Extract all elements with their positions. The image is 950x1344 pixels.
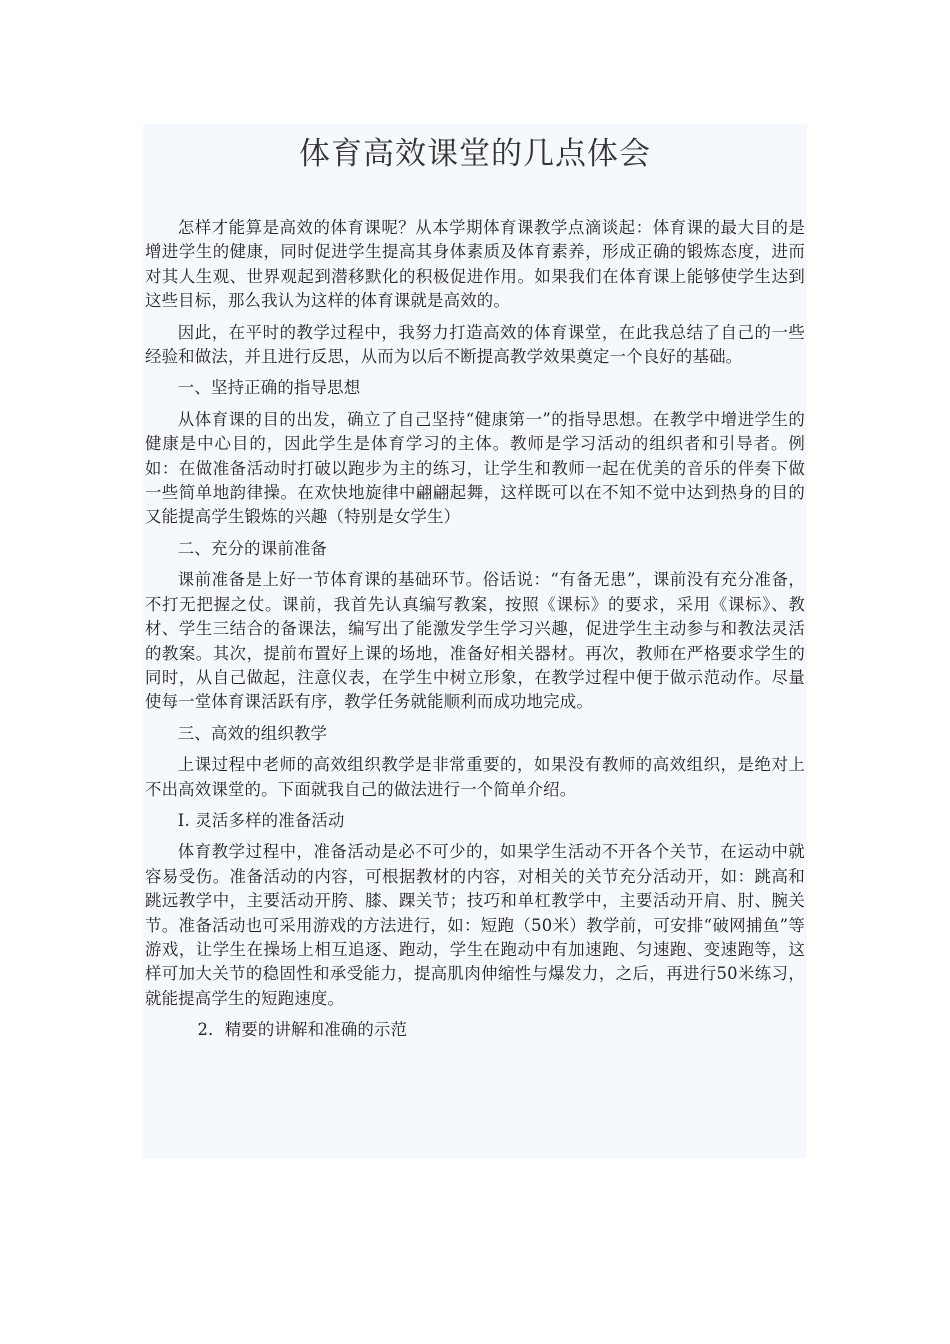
- paragraph-summary: 因此，在平时的教学过程中，我努力打造高效的体育课堂，在此我总结了自己的一些经验和做法，并且进行反思，从而为以后不断提高教学效果奠定一个良好的基础。: [145, 322, 805, 367]
- section-heading-3: 三、高效的组织教学: [177, 723, 328, 743]
- paragraph-section-1: 从体育课的目的出发，确立了自己坚持“健康第一”的指导思想。在教学中增进学生的健康是中心目的，因此学生是体育学习的主体。教师是学习活动的组织者和引导者。例如：在做准备活动时打破以跑步为主的练习，让学生和教师一起在优美的音乐的伴奏下做一些简单地韵律操。在欢快地旋律中翩翩起舞，这样既可以在不知不觉中达到热身的目的又能提高学生锻炼的兴趣（特别是女学生）: [145, 409, 805, 527]
- article-content: [143, 124, 807, 1158]
- paragraph-subsection-1: 体育教学过程中，准备活动是必不可少的，如果学生活动不开各个关节，在运动中就容易受伤。准备活动的内容，可根据教材的内容，对相关的关节充分活动开，如：跳高和跳远教学中，主要活动开胯、膝、踝关节；技巧和单杠教学中，主要活动开肩、肘、腕关节。准备活动也可采用游戏的方法进行，如：短跑（50米）教学前，可安排“破网捕鱼”等游戏，让学生在操场上相互追逐、跑动，学生在跑动中有加速跑、匀速跑、变速跑等，这样可加大关节的稳固性和承受能力，提高肌肉伸缩性与爆发力，之后，再进行50米练习，就能提高学生的短跑速度。: [145, 842, 805, 1008]
- document-title: 体育高效课堂的几点体会: [299, 136, 651, 172]
- paragraph-section-3: 上课过程中老师的高效组织教学是非常重要的，如果没有教师的高效组织，是绝对上不出高效课堂的。下面就我自己的做法进行一个简单介绍。: [145, 755, 805, 799]
- subsection-heading-2: 2．精要的讲解和准确的示范: [197, 1020, 408, 1040]
- paragraph-intro: 怎样才能算是高效的体育课呢？从本学期体育课教学点滴谈起：体育课的最大目的是增进学生的健康，同时促进学生提高其身体素质及体育素养，形成正确的锻炼态度，进而对其人生观、世界观起到潜移默化的积极促进作用。如果我们在体育课上能够使学生达到这些目标，那么我认为这样的体育课就是高效的。: [145, 218, 805, 311]
- section-heading-2: 二、充分的课前准备: [177, 538, 328, 558]
- paragraph-section-2: 课前准备是上好一节体育课的基础环节。俗话说：“有备无患”，课前没有充分准备，不打无把握之仗。课前，我首先认真编写教案，按照《课标》的要求，采用《课标》、教材、学生三结合的备课法，编写出了能激发学生学习兴趣，促进学生主动参与和教法灵活的教案。其次，提前布置好上课的场地，准备好相关器材。再次，教师在严格要求学生的同时，从自己做起，注意仪表，在学生中树立形象，在教学过程中便于做示范动作。尽量使每一堂体育课活跃有序，教学任务就能顺利而成功地完成。: [145, 570, 805, 712]
- section-heading-1: 一、坚持正确的指导思想: [177, 378, 361, 398]
- subsection-heading-1: Ⅰ. 灵活多样的准备活动: [177, 810, 345, 830]
